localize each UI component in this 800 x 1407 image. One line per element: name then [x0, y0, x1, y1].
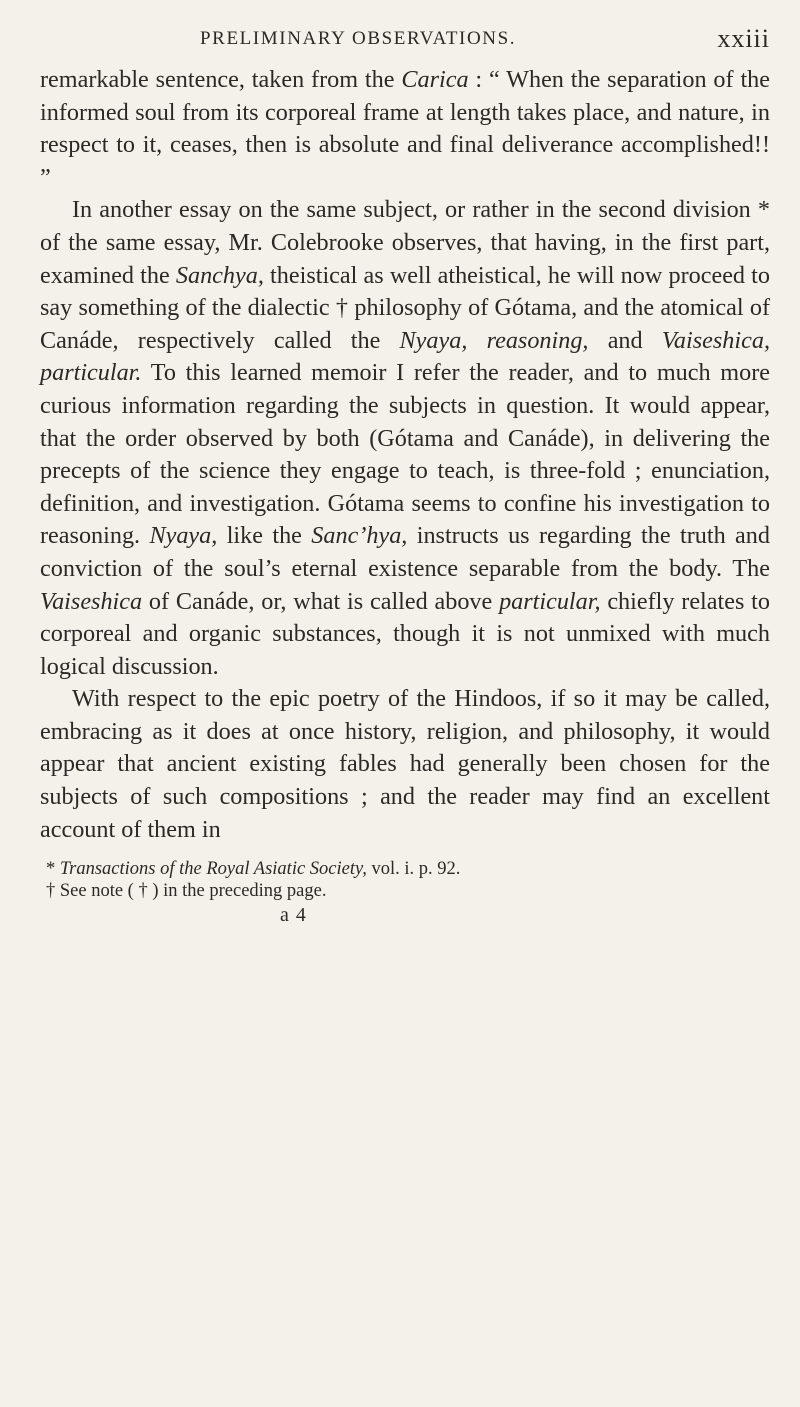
paragraph-2-text-f: To this learned memoir I refer the reader, and to much more curious information regarding the subjects in question. It would appear, that the order observed by both (Gótama and Canáde), in delivering the precepts of the science they engage to teach, is three-fold ; enunciation, definition, and investigation. Gótama seems to confine his investigation to reasoning.: [40, 359, 770, 550]
footnotes: [40, 858, 770, 902]
running-head: [40, 24, 770, 64]
paragraph-2-text-i: of Canáde, or, what is called above: [142, 587, 500, 615]
paragraph-2-vaiseshica-particular: Vaiseshica, particular.: [40, 326, 770, 387]
paragraph-2-text-c: theistical as well atheistical, he will now proceed to say something of the dialectic: [40, 261, 770, 322]
paragraph-2-text-g: like the: [217, 522, 312, 550]
paragraph-2-sanchya-2: Sanc’hya,: [311, 522, 408, 550]
paragraph-2: [40, 194, 770, 683]
paragraph-2-nyaya-reasoning: Nyaya, reasoning,: [399, 326, 589, 354]
signature-mark: a 4: [280, 904, 307, 927]
footnote-2: † See note ( † ) in the preceding page.: [46, 881, 327, 902]
footnote-1-mark: *: [46, 859, 60, 880]
book-page: [40, 24, 771, 927]
paragraph-2-sanchya: Sanchya,: [175, 261, 264, 289]
footnote-1-rest: vol. i. p. 92.: [366, 859, 461, 880]
paragraph-2-text-b: of the same essay, Mr. Colebrooke observes, that having, in the first part, examined the: [40, 228, 770, 289]
footnote-1-title: Transactions of the Royal Asiatic Society,: [59, 859, 367, 880]
paragraph-2-particular: particular,: [499, 587, 601, 615]
paragraph-2-text-e: and: [588, 326, 662, 354]
paragraph-2-vaiseshica: Vaiseshica: [40, 587, 143, 615]
paragraph-2-text-j: chiefly relates to corporeal and organic substances, though it is not unmixed with much logical discussion.: [40, 587, 770, 680]
paragraph-2-nyaya: Nyaya,: [149, 522, 218, 550]
paragraph-2-text-h: instructs us regarding the truth and conviction of the soul’s eternal existence separable from the body. The: [40, 522, 770, 582]
footnote-ref-asterisk: *: [750, 196, 770, 224]
paragraph-3: [40, 683, 770, 846]
paragraph-1-text-a: remarkable sentence, taken from the: [40, 66, 402, 93]
page-number: xxiii: [717, 24, 770, 53]
paragraph-3-text: With respect to the epic poetry of the Hindoos, if so it may be called, embracing as it does at once history, religion, and philosophy, it would appear that ancient existing fables had generally been chosen for the subjects of such compositions ; and the reader may find an excellent account of them in: [40, 685, 770, 843]
paragraph-2-text-d: philosophy of Gótama, and the atomical of Canáde, respectively called the: [40, 294, 771, 354]
paragraph-1-carica: Carica: [401, 66, 469, 93]
paragraph-1-text-b: : “ When the separation of the informed soul from its corporeal frame at length takes place, and nature, in respect to it, ceases, then is absolute and final deliverance accomplished!! ”: [40, 66, 770, 191]
footnote-ref-dagger: †: [329, 294, 355, 322]
body-text: [40, 64, 770, 846]
paragraph-2-text-a: In another essay on the same subject, or rather in the second division: [72, 196, 751, 224]
paragraph-1: [40, 64, 770, 194]
running-title: PRELIMINARY OBSERVATIONS.: [200, 28, 517, 49]
footnote-1: [46, 858, 770, 880]
